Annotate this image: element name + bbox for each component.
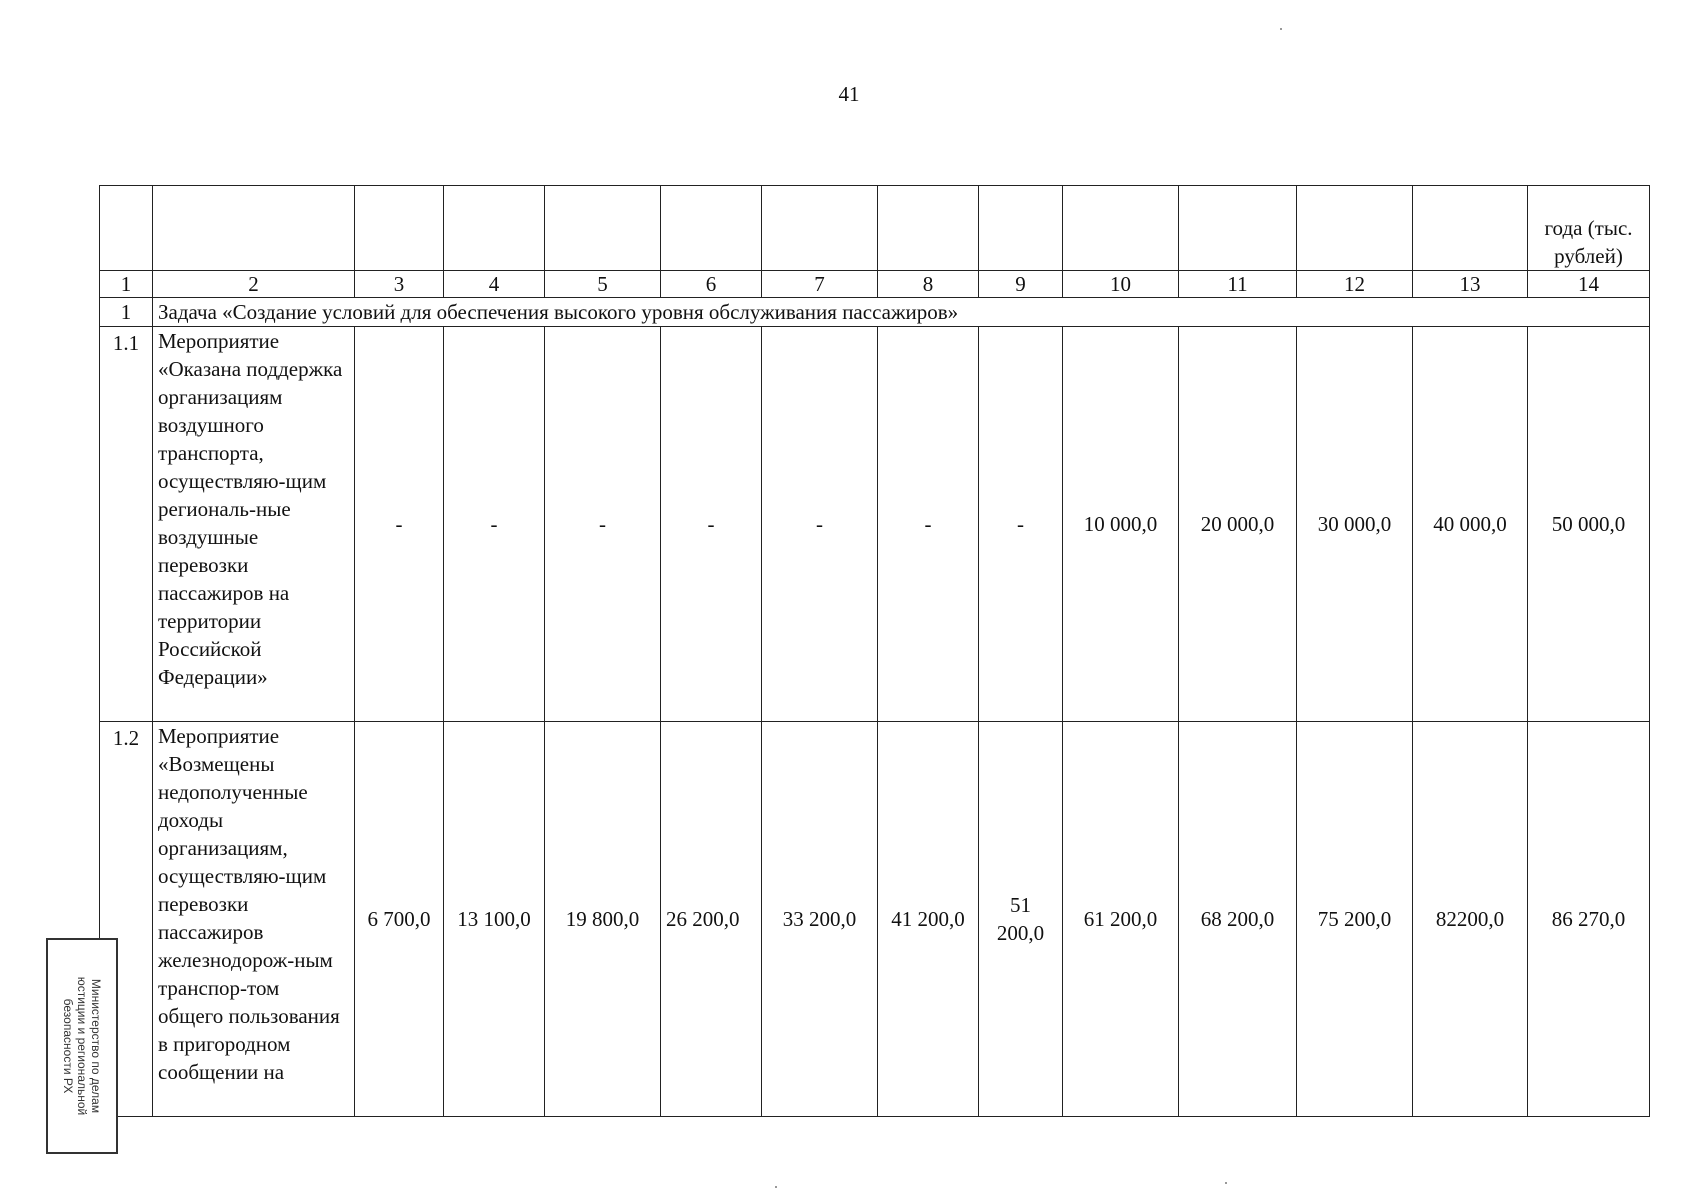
task-title: Задача «Создание условий для обеспечения высокого уровня обслуживания пассажиров» <box>153 298 1650 327</box>
column-number-row <box>100 271 1650 298</box>
column-number: 6 <box>661 271 762 298</box>
value-cell: 75 200,0 <box>1297 722 1413 1117</box>
column-number: 2 <box>153 271 355 298</box>
value-cell: 6 700,0 <box>355 722 444 1117</box>
value-cell: - <box>762 327 878 722</box>
value-cell: - <box>661 327 762 722</box>
value-cell: 20 000,0 <box>1179 327 1297 722</box>
value-cell: 51 200,0 <box>979 722 1063 1117</box>
column-number: 1 <box>100 271 153 298</box>
scan-speck <box>775 1186 777 1188</box>
column-number: 4 <box>444 271 545 298</box>
value-cell: 50 000,0 <box>1528 327 1650 722</box>
column-number: 3 <box>355 271 444 298</box>
column-number: 10 <box>1063 271 1179 298</box>
value-cell: 41 200,0 <box>878 722 979 1117</box>
value-cell: 40 000,0 <box>1413 327 1528 722</box>
value-cell: 86 270,0 <box>1528 722 1650 1117</box>
stamp-line: юстиции и региональной <box>75 976 89 1116</box>
row-number: 1.1 <box>100 327 153 722</box>
task-row <box>100 298 1650 327</box>
table-header-row <box>100 186 1650 271</box>
stamp-line: Министерство по делам <box>89 978 103 1114</box>
column-number: 5 <box>545 271 661 298</box>
measure-name: Мероприятие «Возмещены недополученные доходы организациям, осуществляю-щим перевозки пассажиров железнодорож-ным транспор-том общего пользования в пригородном сообщении на <box>153 722 355 1117</box>
value-cell: - <box>355 327 444 722</box>
value-cell: - <box>878 327 979 722</box>
task-number: 1 <box>100 298 153 327</box>
value-cell: 68 200,0 <box>1179 722 1297 1117</box>
value-cell: - <box>444 327 545 722</box>
unit-header: года (тыс. рублей) <box>1528 186 1650 271</box>
value-cell: 33 200,0 <box>762 722 878 1117</box>
row-number: 1.2 <box>100 722 153 1117</box>
column-number: 14 <box>1528 271 1650 298</box>
value-cell: 61 200,0 <box>1063 722 1179 1117</box>
column-number: 8 <box>878 271 979 298</box>
table-row <box>100 327 1650 722</box>
value-cell: 26 200,0 <box>661 722 762 1117</box>
column-number: 9 <box>979 271 1063 298</box>
page-number: 41 <box>838 82 860 106</box>
table-row <box>100 722 1650 1117</box>
value-cell: - <box>979 327 1063 722</box>
value-cell: 13 100,0 <box>444 722 545 1117</box>
stamp-line: безопасности РХ <box>61 998 75 1094</box>
value-cell: 10 000,0 <box>1063 327 1179 722</box>
column-number: 12 <box>1297 271 1413 298</box>
scan-speck <box>1280 28 1282 30</box>
value-cell: 30 000,0 <box>1297 327 1413 722</box>
ministry-stamp <box>46 938 118 1154</box>
value-cell: 19 800,0 <box>545 722 661 1117</box>
value-cell: 82200,0 <box>1413 722 1528 1117</box>
scan-speck <box>1225 1182 1227 1184</box>
column-number: 11 <box>1179 271 1297 298</box>
value-cell: - <box>545 327 661 722</box>
measure-name: Мероприятие «Оказана поддержка организациям воздушного транспорта, осуществляю-щим региональ-ные воздушные перевозки пассажиров на территории Российской Федерации» <box>153 327 355 722</box>
budget-table <box>99 185 1650 1117</box>
column-number: 13 <box>1413 271 1528 298</box>
column-number: 7 <box>762 271 878 298</box>
